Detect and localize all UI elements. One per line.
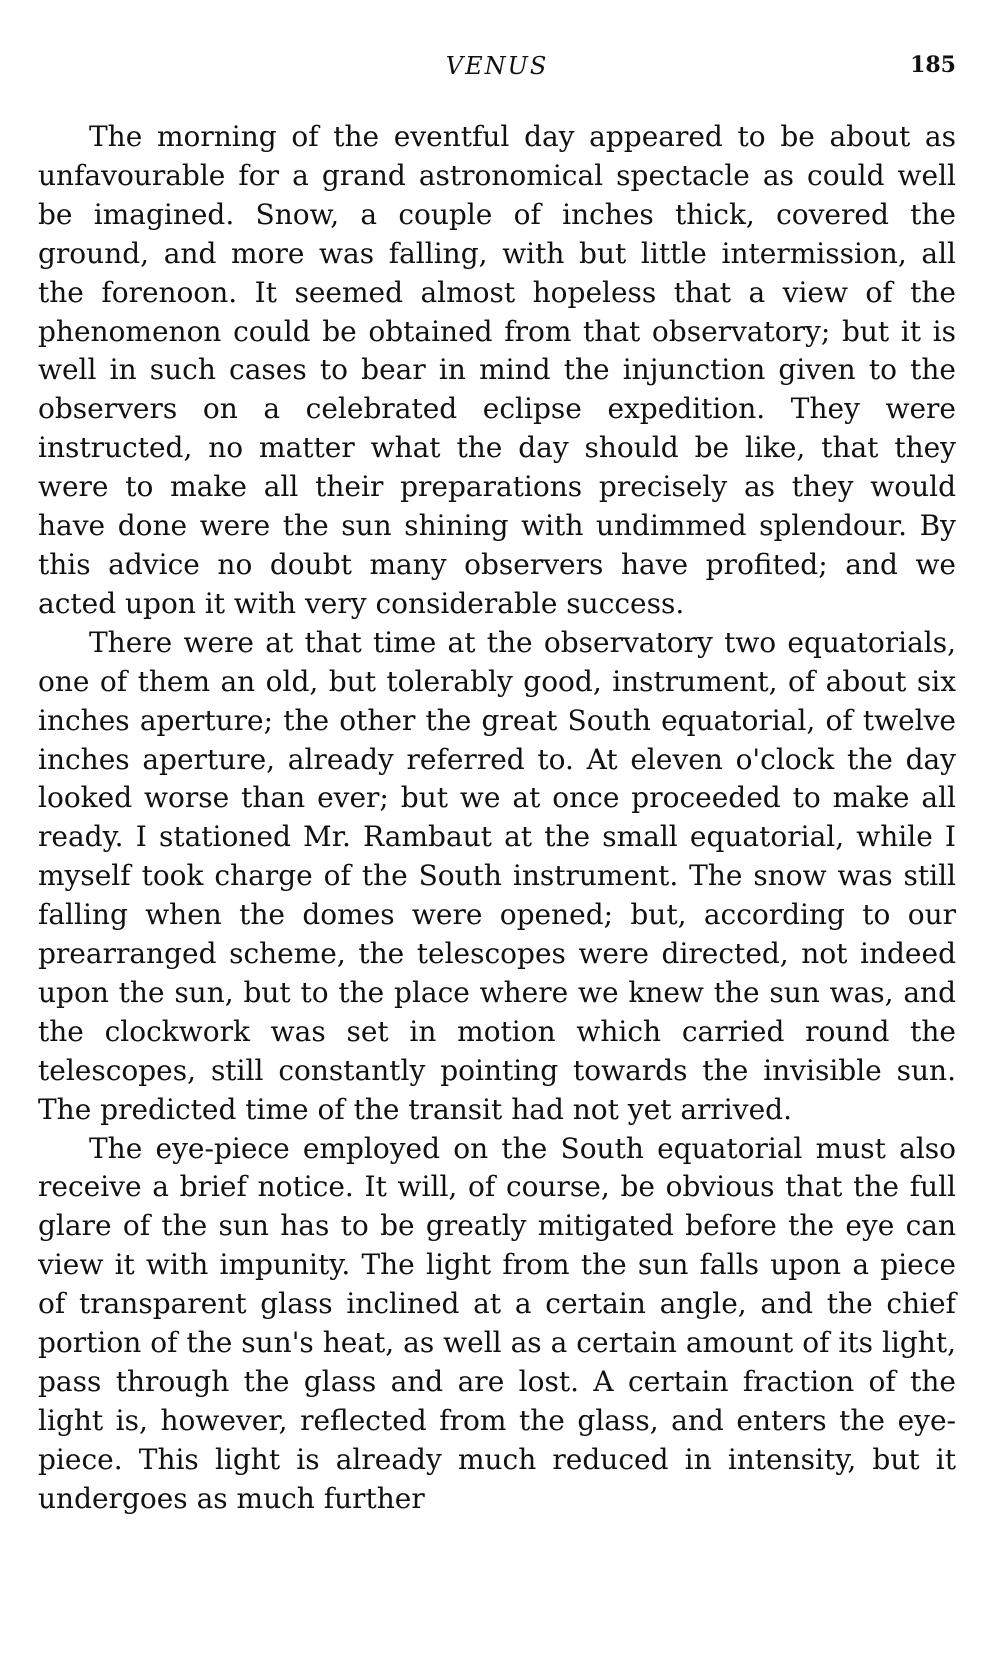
paragraph-1: The morning of the eventful day appeared to be about as unfavourable for a grand astronomical spectacle as could well be imagined. Snow, a couple of inches thick, covered the ground, and more was falling, with but little intermission, all the forenoon. It seemed almost hopeless that a view of the phenomenon could be obtained from that observatory; but it is well in such cases to bear in mind the injunction given to the observers on a celebrated eclipse expedition. They were instructed, no matter what the day should be like, that they were to make all their preparations precisely as they would have done were the sun shining with undimmed splendour. By this advice no doubt many observers have profited; and we acted upon it with very considerable success. — [38, 120, 956, 620]
page-number: 185 — [910, 52, 956, 78]
book-page — [38, 40, 956, 1519]
body-text — [38, 118, 956, 1519]
running-title: VENUS — [445, 52, 549, 80]
paragraph-2: There were at that time at the observatory two equatorials, one of them an old, but tolerably good, instrument, of about six inches aperture; the other the great South equatorial, of twelve inches aperture, already referred to. At eleven o'clock the day looked worse than ever; but we at once proceeded to make all ready. I stationed Mr. Rambaut at the small equatorial, while I myself took charge of the South instrument. The snow was still falling when the domes were opened; but, according to our prearranged scheme, the telescopes were directed, not indeed upon the sun, but to the place where we knew the sun was, and the clockwork was set in motion which carried round the telescopes, still constantly pointing towards the invisible sun. The predicted time of the transit had not yet arrived. — [38, 625, 956, 1126]
paragraph-3: The eye-piece employed on the South equatorial must also receive a brief notice. It will, of course, be obvious that the full glare of the sun has to be greatly mitigated before the eye can view it with impunity. The light from the sun falls upon a piece of transparent glass inclined at a certain angle, and the chief portion of the sun's heat, as well as a certain amount of its light, pass through the glass and are lost. A certain fraction of the light is, however, reflected from the glass, and enters the eye-piece. This light is already much reduced in intensity, but it undergoes as much further — [38, 1131, 956, 1515]
running-header — [38, 40, 956, 100]
